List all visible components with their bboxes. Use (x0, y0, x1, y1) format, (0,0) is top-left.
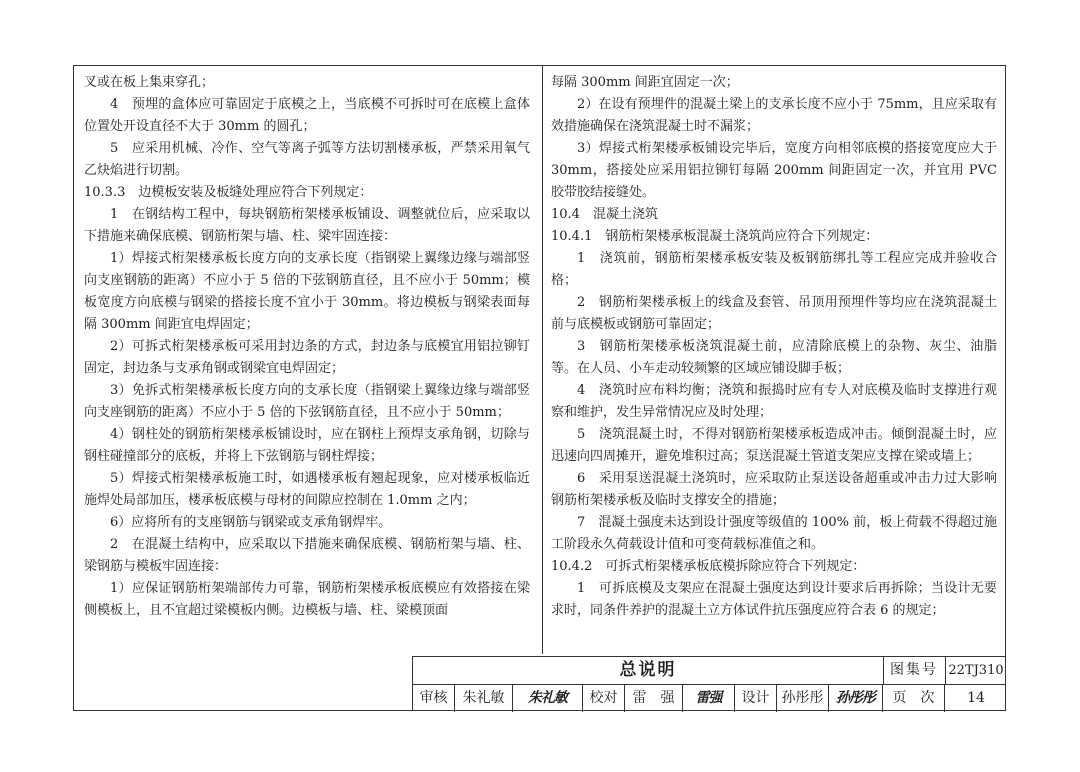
paragraph: 1 浇筑前，钢筋桁架楼承板安装及板钢筋绑扎等工程应完成并验收合格； (551, 251, 997, 288)
paragraph: 5 应采用机械、冷作、空气等离子弧等方法切割楼承板，严禁采用氧气乙炔焰进行切割。 (84, 141, 530, 178)
paragraph: 2）可拆式桁架楼承板可采用封边条的方式，封边条与底模宜用铝拉铆钉固定，封边条与支承角钢或钢梁宜电焊固定； (84, 339, 530, 376)
paragraph: 10.4.2 可拆式桁架楼承板底模拆除应符合下列规定： (551, 559, 866, 574)
right-text-column (551, 72, 997, 622)
paragraph: 3）焊接式桁架楼承板铺设完毕后，宽度方向相邻底模的搭接宽度应大于 30mm，搭接处应采用铝拉铆钉每隔 200mm 间距固定一次，并宜用 PVC 胶带胶结接缝处。 (551, 141, 997, 200)
paragraph: 每隔 300mm 间距宜固定一次； (551, 75, 739, 90)
design-label: 设计 (735, 684, 777, 712)
review-label: 审核 (413, 684, 455, 712)
drawing-title: 总说明 (413, 657, 884, 684)
paragraph: 5）焊接式桁架楼承板施工时，如遇楼承板有翘起现象，应对楼承板临近施焊处局部加压，楼承板底模与母材的间隙应控制在 1.0mm 之内； (84, 471, 530, 508)
check-label: 校对 (583, 684, 625, 712)
paragraph: 1）焊接式桁架楼承板长度方向的支承长度（指钢梁上翼缘边缘与端部竖向支座钢筋的距离）不应小于 5 倍的下弦钢筋直径，且不应小于 50mm；模板宽度方向底模与钢梁的搭接长度不宜小于 30mm。将边模板与钢梁表面每隔 300mm 间距宜电焊固定； (84, 251, 530, 332)
paragraph: 7 混凝土强度未达到设计强度等级值的 100% 前，板上荷载不得超过施工阶段永久荷载设计值和可变荷载标准值之和。 (551, 515, 997, 552)
review-signature: 朱礼敏 (513, 684, 583, 712)
paragraph: 10.4 混凝土浇筑 (551, 207, 658, 222)
paragraph: 1 在钢结构工程中，每块钢筋桁架楼承板铺设、调整就位后，应采取以下措施来确保底模、钢筋桁架与墙、柱、梁牢固连接： (84, 207, 530, 244)
page-number: 14 (967, 690, 985, 706)
paragraph: 1）应保证钢筋桁架端部传力可靠，钢筋桁架楼承板底模应有效搭接在梁侧模板上，且不宜超过梁模板内侧。边模板与墙、柱、梁模顶面 (84, 581, 530, 618)
paragraph: 4 预埋的盒体应可靠固定于底模之上，当底模不可拆时可在底模上盒体位置处开设直径不大于 30mm 的圆孔； (84, 97, 530, 134)
design-name: 孙彤彤 (777, 684, 829, 712)
design-signature: 孙彤彤 (829, 684, 883, 712)
paragraph: 10.4.1 钢筋桁架楼承板混凝土浇筑尚应符合下列规定： (551, 229, 879, 244)
paragraph: 叉或在板上集束穿孔； (84, 75, 215, 90)
check-name: 雷 强 (625, 684, 683, 712)
paragraph: 4 浇筑时应布料均衡；浇筑和振捣时应有专人对底模及临时支撑进行观察和维护，发生异常情况应及时处理； (551, 383, 997, 420)
title-block (412, 656, 1006, 711)
paragraph: 1 可拆底模及支架应在混凝土强度达到设计要求后再拆除；当设计无要求时，同条件养护的混凝土立方体试件抗压强度应符合表 6 的规定； (551, 581, 997, 618)
paragraph: 2 钢筋桁架楼承板上的线盒及套管、吊顶用预埋件等均应在浇筑混凝土前与底模板或钢筋可靠固定； (551, 295, 997, 332)
check-signature: 雷强 (683, 684, 735, 712)
paragraph: 4）钢柱处的钢筋桁架楼承板铺设时，应在钢柱上预焊支承角钢，切除与钢柱碰撞部分的底板，并将上下弦钢筋与钢柱焊接； (84, 427, 530, 464)
atlas-number: 22TJ310 (948, 663, 1004, 678)
paragraph: 3 钢筋桁架楼承板浇筑混凝土前，应清除底模上的杂物、灰尘、油脂等。在人员、小车走动较频繁的区域应铺设脚手板； (551, 339, 997, 376)
paragraph: 6）应将所有的支座钢筋与钢梁或支承角钢焊牢。 (110, 515, 392, 530)
atlas-number-label: 图集号 (883, 657, 946, 684)
paragraph: 3）免拆式桁架楼承板长度方向的支承长度（指钢梁上翼缘边缘与端部竖向支座钢筋的距离）不应小于 5 倍的下弦钢筋直径，且不应小于 50mm； (84, 383, 530, 420)
paragraph: 5 浇筑混凝土时，不得对钢筋桁架楼承板造成冲击。倾倒混凝土时，应迅速向四周摊开，避免堆积过高；泵送混凝土管道支架应支撑在梁或墙上； (551, 427, 997, 464)
column-divider (542, 66, 543, 654)
paragraph: 2）在设有预埋件的混凝土梁上的支承长度不应小于 75mm，且应采取有效措施确保在浇筑混凝土时不漏浆； (551, 97, 997, 134)
paragraph: 6 采用泵送混凝土浇筑时，应采取防止泵送设备超重或冲击力过大影响钢筋桁架楼承板及临时支撑安全的措施； (551, 471, 997, 508)
paragraph: 10.3.3 边模板安装及板缝处理应符合下列规定： (84, 185, 373, 200)
paragraph: 2 在混凝土结构中，应采取以下措施来确保底模、钢筋桁架与墙、柱、梁钢筋与模板牢固连接： (84, 537, 530, 574)
review-name: 朱礼敏 (455, 684, 513, 712)
page-label: 页 次 (883, 684, 945, 712)
left-text-column (84, 72, 530, 622)
